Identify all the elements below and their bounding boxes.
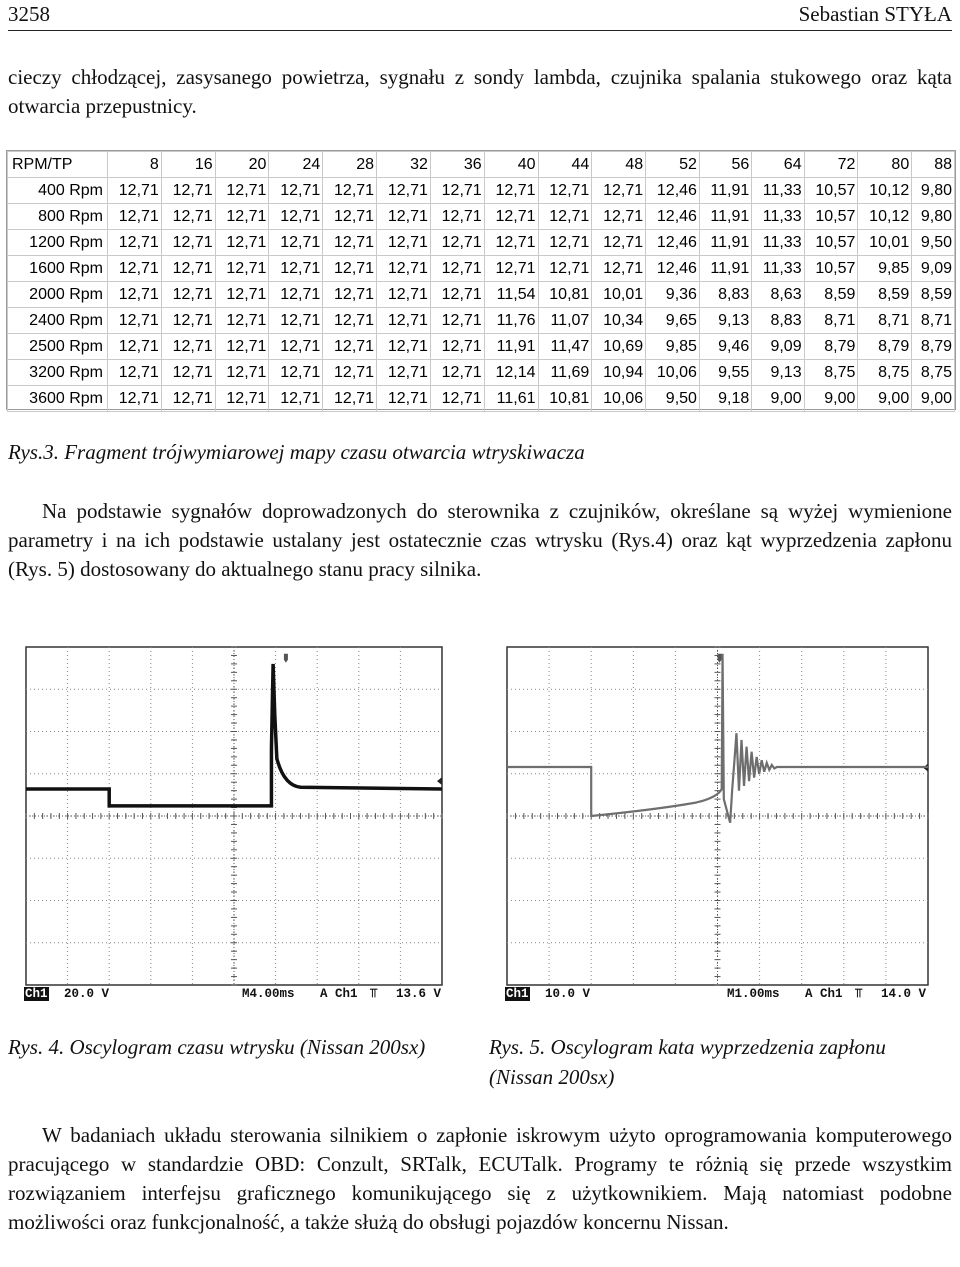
map-cell: 12,71 bbox=[377, 230, 431, 256]
map-cell: 11,91 bbox=[699, 256, 751, 282]
map-cell: 12,71 bbox=[269, 282, 323, 308]
map-row-header: 3200 Rpm bbox=[8, 360, 108, 386]
map-cell: 8,63 bbox=[752, 282, 804, 308]
map-cell: 12,14 bbox=[484, 360, 538, 386]
map-cell: 9,09 bbox=[912, 256, 955, 282]
map-row bbox=[8, 308, 955, 334]
map-cell: 12,71 bbox=[430, 386, 484, 412]
map-cell: 8,75 bbox=[912, 360, 955, 386]
map-row bbox=[8, 204, 955, 230]
map-cell: 12,71 bbox=[161, 230, 215, 256]
running-author: Sebastian STYŁA bbox=[798, 2, 952, 26]
map-cell: 8,79 bbox=[804, 334, 858, 360]
map-cell: 12,71 bbox=[430, 308, 484, 334]
map-body bbox=[8, 178, 955, 412]
map-cell: 12,71 bbox=[108, 308, 162, 334]
map-cell: 9,13 bbox=[752, 360, 804, 386]
map-cell: 12,71 bbox=[108, 204, 162, 230]
map-cell: 10,12 bbox=[858, 204, 912, 230]
scope5-readout bbox=[505, 987, 930, 1003]
oscillogram-injection-screen bbox=[24, 645, 444, 987]
map-cell: 12,71 bbox=[484, 230, 538, 256]
map-column-header: 24 bbox=[269, 152, 323, 178]
map-cell: 12,71 bbox=[430, 360, 484, 386]
map-cell: 11,91 bbox=[699, 178, 751, 204]
map-cell: 12,71 bbox=[430, 204, 484, 230]
map-cell: 10,57 bbox=[804, 178, 858, 204]
map-cell: 9,00 bbox=[858, 386, 912, 412]
map-column-header: 52 bbox=[646, 152, 700, 178]
map-cell: 12,71 bbox=[269, 204, 323, 230]
map-row-header: 2000 Rpm bbox=[8, 282, 108, 308]
paragraph-parameters bbox=[8, 497, 952, 584]
map-row bbox=[8, 178, 955, 204]
map-cell: 12,71 bbox=[377, 204, 431, 230]
map-column-header: 56 bbox=[699, 152, 751, 178]
map-row bbox=[8, 256, 955, 282]
map-column-header: 28 bbox=[323, 152, 377, 178]
map-cell: 12,71 bbox=[377, 308, 431, 334]
map-cell: 12,71 bbox=[108, 282, 162, 308]
map-cell: 9,00 bbox=[752, 386, 804, 412]
map-cell: 10,06 bbox=[592, 386, 646, 412]
map-cell: 12,71 bbox=[377, 282, 431, 308]
map-cell: 9,18 bbox=[699, 386, 751, 412]
map-cell: 9,85 bbox=[858, 256, 912, 282]
map-cell: 8,71 bbox=[804, 308, 858, 334]
map-cell: 11,76 bbox=[484, 308, 538, 334]
map-cell: 12,71 bbox=[323, 308, 377, 334]
page-number: 3258 bbox=[8, 2, 50, 26]
map-cell: 12,46 bbox=[646, 178, 700, 204]
map-cell: 12,71 bbox=[592, 230, 646, 256]
map-cell: 12,71 bbox=[215, 334, 269, 360]
map-column-header: 44 bbox=[538, 152, 592, 178]
map-cell: 12,71 bbox=[538, 256, 592, 282]
page-header bbox=[8, 0, 952, 31]
map-cell: 12,71 bbox=[215, 360, 269, 386]
map-cell: 12,71 bbox=[323, 230, 377, 256]
map-cell: 11,33 bbox=[752, 256, 804, 282]
map-cell: 12,71 bbox=[215, 204, 269, 230]
map-cell: 12,71 bbox=[269, 178, 323, 204]
map-row bbox=[8, 230, 955, 256]
map-cell: 9,46 bbox=[699, 334, 751, 360]
scope5-channel-label: Ch1 bbox=[506, 987, 529, 1001]
map-cell: 9,80 bbox=[912, 178, 955, 204]
map-column-header: 64 bbox=[752, 152, 804, 178]
map-cell: 12,71 bbox=[323, 256, 377, 282]
scope4-trigger-source: A Ch1 bbox=[320, 987, 358, 1001]
map-cell: 11,91 bbox=[699, 230, 751, 256]
map-cell: 10,69 bbox=[592, 334, 646, 360]
figure-3-caption: Rys.3. Fragment trójwymiarowej mapy czasu otwarcia wtryskiwacza bbox=[8, 440, 585, 464]
map-header-row bbox=[8, 152, 955, 178]
map-cell: 10,12 bbox=[858, 178, 912, 204]
map-cell: 9,09 bbox=[752, 334, 804, 360]
paragraph-intro: cieczy chłodzącej, zasysanego powietrza, sygnału z sondy lambda, czujnika spalania stukowego oraz kąta otwarcia przepustnicy. bbox=[8, 65, 952, 118]
map-column-header: 48 bbox=[592, 152, 646, 178]
map-cell: 12,71 bbox=[538, 204, 592, 230]
map-cell: 12,71 bbox=[323, 282, 377, 308]
scope5-trigger-source: A Ch1 bbox=[805, 987, 843, 1001]
map-cell: 10,06 bbox=[646, 360, 700, 386]
map-cell: 12,71 bbox=[538, 178, 592, 204]
map-cell: 12,71 bbox=[538, 230, 592, 256]
map-cell: 12,71 bbox=[377, 334, 431, 360]
map-cell: 12,71 bbox=[161, 178, 215, 204]
scope4-trigger-slope-icon: ⫪ bbox=[370, 987, 378, 1001]
map-cell: 12,71 bbox=[484, 256, 538, 282]
map-row bbox=[8, 334, 955, 360]
map-cell: 12,71 bbox=[430, 282, 484, 308]
map-cell: 11,91 bbox=[699, 204, 751, 230]
map-cell: 11,47 bbox=[538, 334, 592, 360]
map-cell: 12,46 bbox=[646, 204, 700, 230]
map-cell: 9,50 bbox=[646, 386, 700, 412]
map-cell: 9,55 bbox=[699, 360, 751, 386]
oscillogram-injection bbox=[24, 645, 444, 1003]
map-cell: 12,71 bbox=[269, 360, 323, 386]
map-cell: 12,71 bbox=[484, 204, 538, 230]
map-cell: 12,71 bbox=[161, 282, 215, 308]
map-cell: 11,54 bbox=[484, 282, 538, 308]
oscillogram-ignition-screen bbox=[505, 645, 930, 987]
map-cell: 12,71 bbox=[323, 386, 377, 412]
map-column-header: 8 bbox=[108, 152, 162, 178]
map-cell: 12,71 bbox=[269, 230, 323, 256]
map-row-header: 1200 Rpm bbox=[8, 230, 108, 256]
map-cell: 12,71 bbox=[215, 308, 269, 334]
map-cell: 12,71 bbox=[377, 386, 431, 412]
map-cell: 8,79 bbox=[912, 334, 955, 360]
map-cell: 9,13 bbox=[699, 308, 751, 334]
map-cell: 8,75 bbox=[804, 360, 858, 386]
map-row-header: 1600 Rpm bbox=[8, 256, 108, 282]
map-cell: 8,71 bbox=[858, 308, 912, 334]
map-cell: 12,71 bbox=[215, 386, 269, 412]
scope4-channel-label: Ch1 bbox=[25, 987, 48, 1001]
map-cell: 12,71 bbox=[323, 360, 377, 386]
map-cell: 12,71 bbox=[215, 178, 269, 204]
map-column-header: 20 bbox=[215, 152, 269, 178]
map-row-header: 400 Rpm bbox=[8, 178, 108, 204]
map-cell: 12,71 bbox=[269, 256, 323, 282]
map-cell: 10,81 bbox=[538, 386, 592, 412]
map-cell: 10,81 bbox=[538, 282, 592, 308]
map-cell: 12,71 bbox=[430, 334, 484, 360]
map-cell: 12,46 bbox=[646, 230, 700, 256]
map-cell: 12,71 bbox=[269, 386, 323, 412]
map-cell: 12,71 bbox=[108, 178, 162, 204]
map-cell: 9,85 bbox=[646, 334, 700, 360]
map-column-header: 80 bbox=[858, 152, 912, 178]
map-cell: 12,71 bbox=[108, 334, 162, 360]
map-cell: 9,50 bbox=[912, 230, 955, 256]
map-cell: 12,71 bbox=[161, 386, 215, 412]
map-cell: 10,57 bbox=[804, 204, 858, 230]
scope4-volts-div: 20.0 V bbox=[64, 987, 110, 1001]
map-cell: 11,69 bbox=[538, 360, 592, 386]
map-cell: 11,07 bbox=[538, 308, 592, 334]
map-cell: 8,59 bbox=[804, 282, 858, 308]
map-cell: 12,71 bbox=[377, 178, 431, 204]
map-cell: 12,71 bbox=[161, 256, 215, 282]
map-cell: 8,59 bbox=[912, 282, 955, 308]
paragraph-parameters-text: Na podstawie sygnałów doprowadzonych do sterownika z czujników, określane są wyżej wymienione parametry i na ich podstawie ustalany jest ostatecznie czas wtrysku (Rys.4) oraz kąt wyprzedzenia zapłonu (Rys. 5) dostosowany do aktualnego stanu pracy silnika. bbox=[8, 499, 952, 581]
map-cell: 9,80 bbox=[912, 204, 955, 230]
paragraph-software bbox=[8, 1121, 952, 1237]
map-row bbox=[8, 386, 955, 412]
map-column-header: 40 bbox=[484, 152, 538, 178]
map-cell: 12,71 bbox=[430, 230, 484, 256]
scope5-trigger-slope-icon: ⫪ bbox=[855, 987, 863, 1001]
map-column-header: 36 bbox=[430, 152, 484, 178]
map-cell: 8,75 bbox=[858, 360, 912, 386]
map-cell: 8,79 bbox=[858, 334, 912, 360]
map-cell: 10,01 bbox=[592, 282, 646, 308]
map-cell: 12,71 bbox=[161, 334, 215, 360]
map-cell: 11,91 bbox=[484, 334, 538, 360]
map-row-header: 2400 Rpm bbox=[8, 308, 108, 334]
map-cell: 12,71 bbox=[269, 308, 323, 334]
map-cell: 12,71 bbox=[592, 178, 646, 204]
map-cell: 12,71 bbox=[377, 360, 431, 386]
injection-time-map-table bbox=[6, 150, 956, 410]
scope5-trigger-level: 14.0 V bbox=[881, 987, 927, 1001]
map-cell: 12,71 bbox=[108, 386, 162, 412]
map-row-header: 2500 Rpm bbox=[8, 334, 108, 360]
map-cell: 11,33 bbox=[752, 178, 804, 204]
map-cell: 10,01 bbox=[858, 230, 912, 256]
map-cell: 12,71 bbox=[323, 334, 377, 360]
map-cell: 12,71 bbox=[215, 230, 269, 256]
map-cell: 9,65 bbox=[646, 308, 700, 334]
map-cell: 10,57 bbox=[804, 230, 858, 256]
map-cell: 12,71 bbox=[108, 256, 162, 282]
map-cell: 9,36 bbox=[646, 282, 700, 308]
map-cell: 12,71 bbox=[430, 256, 484, 282]
map-cell: 10,94 bbox=[592, 360, 646, 386]
map-cell: 12,71 bbox=[592, 256, 646, 282]
map-column-header: 72 bbox=[804, 152, 858, 178]
map-cell: 12,46 bbox=[646, 256, 700, 282]
map-cell: 8,59 bbox=[858, 282, 912, 308]
map-cell: 11,61 bbox=[484, 386, 538, 412]
map-cell: 12,71 bbox=[484, 178, 538, 204]
map-cell: 8,83 bbox=[752, 308, 804, 334]
map-row bbox=[8, 360, 955, 386]
map-cell: 12,71 bbox=[161, 204, 215, 230]
map-cell: 12,71 bbox=[108, 360, 162, 386]
paragraph-software-text: W badaniach układu sterowania silnikiem o zapłonie iskrowym użyto oprogramowania komputerowego pracującego w standardzie OBD: Conzult, SRTalk, ECUTalk. Programy te różnią się przede wszystkim rozwiązaniem interfejsu graficznego komunikującego się z użytkownikiem. Mają natomiast podobne możliwości oraz funkcjonalność, a także służą do obsługi pojazdów koncernu Nissan. bbox=[8, 1123, 952, 1234]
map-cell: 12,71 bbox=[323, 178, 377, 204]
map-column-header: 16 bbox=[161, 152, 215, 178]
scope4-readout bbox=[24, 987, 444, 1003]
map-cell: 12,71 bbox=[161, 308, 215, 334]
map-row-header: 800 Rpm bbox=[8, 204, 108, 230]
map-cell: 12,71 bbox=[323, 204, 377, 230]
map-cell: 12,71 bbox=[377, 256, 431, 282]
map-cell: 10,34 bbox=[592, 308, 646, 334]
map-cell: 9,00 bbox=[804, 386, 858, 412]
map-cell: 12,71 bbox=[215, 256, 269, 282]
map-cell: 12,71 bbox=[269, 334, 323, 360]
map-corner-label: RPM/TP bbox=[8, 152, 108, 178]
map-cell: 12,71 bbox=[161, 360, 215, 386]
map-cell: 9,00 bbox=[912, 386, 955, 412]
map-cell: 11,33 bbox=[752, 204, 804, 230]
scope4-timebase: M4.00ms bbox=[242, 987, 295, 1001]
scope5-volts-div: 10.0 V bbox=[545, 987, 591, 1001]
scope5-timebase: M1.00ms bbox=[727, 987, 780, 1001]
map-row bbox=[8, 282, 955, 308]
map-cell: 8,71 bbox=[912, 308, 955, 334]
map-cell: 11,33 bbox=[752, 230, 804, 256]
scope4-trigger-level: 13.6 V bbox=[396, 987, 442, 1001]
map-cell: 10,57 bbox=[804, 256, 858, 282]
map-row-header: 3600 Rpm bbox=[8, 386, 108, 412]
map-cell: 12,71 bbox=[592, 204, 646, 230]
map-cell: 12,71 bbox=[215, 282, 269, 308]
oscillogram-ignition bbox=[505, 645, 930, 1003]
map-cell: 12,71 bbox=[430, 178, 484, 204]
figure-5-caption: Rys. 5. Oscylogram kata wyprzedzenia zapłonu (Nissan 200sx) bbox=[489, 1035, 886, 1089]
map-column-header: 32 bbox=[377, 152, 431, 178]
map-cell: 8,83 bbox=[699, 282, 751, 308]
map-column-header: 88 bbox=[912, 152, 955, 178]
figure-4-caption: Rys. 4. Oscylogram czasu wtrysku (Nissan 200sx) bbox=[8, 1035, 426, 1059]
map-cell: 12,71 bbox=[108, 230, 162, 256]
